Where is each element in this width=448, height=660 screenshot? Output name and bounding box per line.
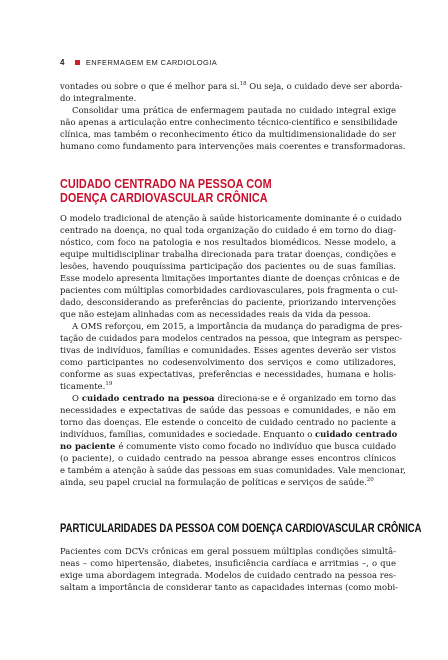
section-heading-black: PARTICULARIDADES DA PESSOA COM DOENÇA CARDIOVASCULAR CRÔNICA — [60, 521, 422, 535]
section2-text — [60, 545, 399, 593]
footnote-ref: 20 — [366, 477, 374, 484]
heading-line: CUIDADO CENTRADO NA PESSOA COM — [60, 177, 272, 191]
text-line: O modelo tradicional de atenção à saúde historicamente dominante é o cuidado — [60, 213, 402, 223]
text-line: Pacientes com DCVs crônicas em geral possuem múltiplas condições simultâ- — [60, 546, 396, 556]
intro-text — [60, 80, 406, 152]
text-line: vontades ou sobre o que é melhor para si.$^{18}$ Ou seja, o cuidado deve ser aborda- — [60, 81, 403, 91]
text-line: saltam a importância de considerar tanto as capacidades internas (como mobi- — [60, 582, 399, 592]
text-line: conforme as suas expectativas, preferências e necessidades, humana e holis- — [60, 369, 396, 379]
text-line: tivas de indivíduos, famílias e comunidades. Esses agentes deverão ser vistos — [60, 345, 396, 355]
text-line: necessidades e expectativas de saúde das pessoas e comunidades, e não em — [60, 405, 396, 415]
text-line: exige uma abordagem integrada. Modelos de cuidado centrado na pessoa res- — [60, 570, 396, 580]
text-line: Esse modelo apresenta limitações importantes diante de doenças crônicas e de — [60, 273, 400, 283]
text-line: centrado na doença, no qual toda organização do cuidado é em torno do diag- — [60, 225, 396, 235]
text-line: clínica, mas também o reconhecimento ético da multidimensionalidade do ser — [60, 129, 396, 139]
text-line: no paciente é comumente visto como focado no indivíduo que busca cuidado — [60, 441, 396, 451]
text-line: O cuidado centrado na pessoa direciona-se e é organizado em torno das — [72, 393, 396, 403]
footnote-ref: 18 — [239, 81, 247, 88]
footnote-ref: 19 — [105, 381, 113, 388]
page-number: 4 — [60, 57, 65, 67]
text-line: que não estejam alinhadas com as necessidades reais da vida da pessoa. — [60, 309, 371, 319]
text-line: indivíduos, famílias, comunidades e sociedade. Enquanto o cuidado centrado — [60, 429, 398, 439]
text-line: torno das doenças. Ele estende o conceito de cuidado centrado no paciente a — [60, 417, 396, 427]
text-line: do integralmente. — [60, 93, 137, 103]
text-line: lesões, havendo pouquíssima participação dos pacientes ou de suas famílias. — [60, 261, 396, 271]
text-line: A OMS reforçou, em 2015, a importância da mudança do paradigma de pres- — [72, 321, 403, 331]
text-line: Consolidar uma prática de enfermagem pautada no cuidado integral exige — [72, 105, 396, 115]
text-line: ticamente.$^{19}$ — [60, 381, 113, 391]
text-line: não apenas a articulação entre conhecimento técnico-científico e sensibilidade — [60, 117, 398, 127]
text-line: e também a atenção à saúde das pessoas em suas comunidades. Vale mencionar, — [60, 465, 406, 475]
text-line: ainda, seu papel crucial na formulação de políticas e serviços de saúde.$^{20}$ — [60, 477, 374, 487]
text-line: como participantes no codesenvolvimento dos serviços e como utilizadores, — [60, 357, 396, 367]
section-heading-red — [60, 177, 349, 205]
text-line: (o paciente), o cuidado centrado na pessoa abrange esses encontros clínicos — [60, 453, 396, 463]
text-line: neas – como hipertensão, diabetes, insuficiência cardíaca e arritmias –, o que — [60, 558, 396, 568]
heading-line: DOENÇA CARDIOVASCULAR CRÔNICA — [60, 191, 268, 205]
text-line: pacientes com múltiplas comorbidades cardiovasculares, pois fragmenta o cui- — [60, 285, 398, 295]
text-line: nóstico, com foco na patologia e nos resultados biomédicos. Nesse modelo, a — [60, 237, 396, 247]
text-line: equipe multidisciplinar trabalha direcionada para tratar doenças, condições e — [60, 249, 396, 259]
text-line: dado, desconsiderando as preferências do paciente, priorizando intervenções — [60, 297, 396, 307]
red-square-marker — [75, 60, 80, 65]
text-line: tação de cuidados para modelos centrados na pessoa, que integram as perspec- — [60, 333, 402, 343]
text-line: humano como fundamento para intervenções mais coerentes e transformadoras. — [60, 141, 406, 151]
running-title: ENFERMAGEM EM CARDIOLOGIA — [85, 57, 218, 67]
section1-text — [60, 212, 406, 488]
running-header — [60, 56, 217, 68]
